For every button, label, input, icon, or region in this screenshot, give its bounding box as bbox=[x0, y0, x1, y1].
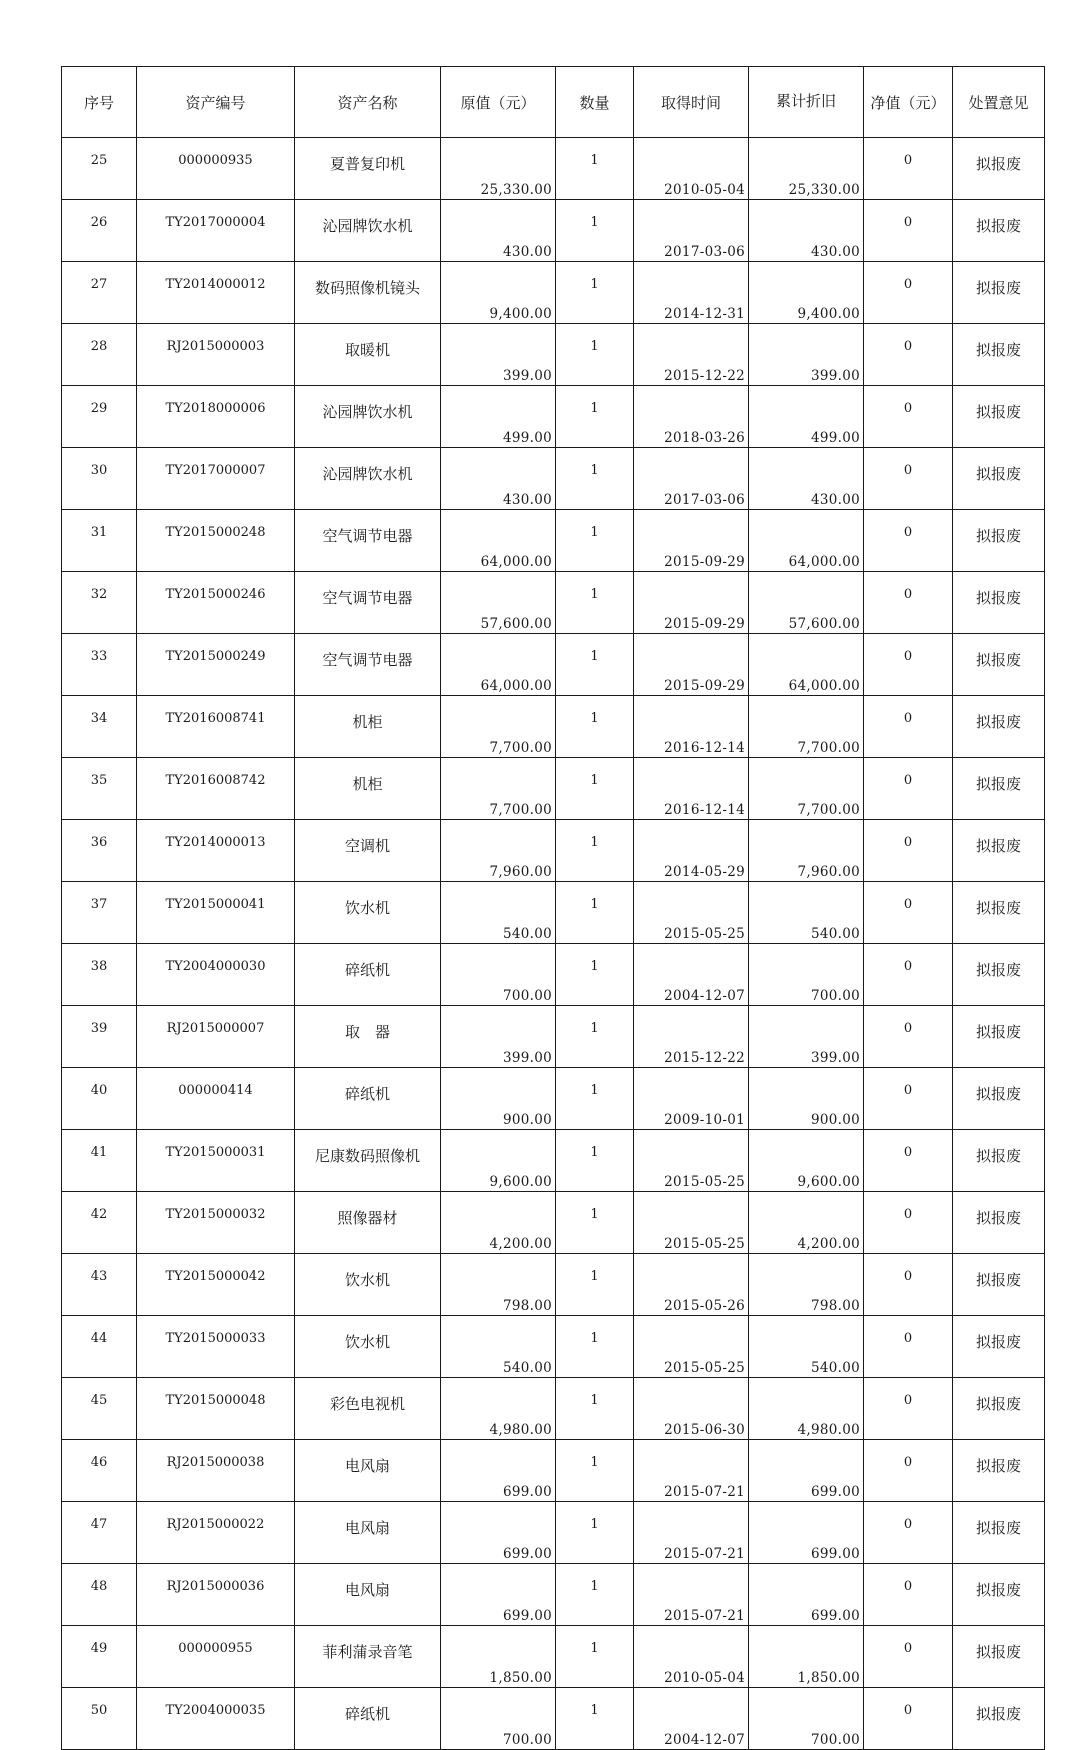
table-row bbox=[62, 324, 1045, 386]
cell-acquired-date: 2017-03-06 bbox=[634, 200, 749, 262]
cell-original-value: 9,400.00 bbox=[441, 262, 556, 324]
cell-quantity: 1 bbox=[556, 386, 634, 448]
cell-seq: 25 bbox=[62, 138, 137, 200]
cell-seq: 32 bbox=[62, 572, 137, 634]
cell-depreciation: 399.00 bbox=[749, 324, 864, 386]
table-row bbox=[62, 1254, 1045, 1316]
cell-net-value: 0 bbox=[864, 262, 953, 324]
cell-asset-no: TY2015000033 bbox=[137, 1316, 295, 1378]
cell-asset-no: TY2015000042 bbox=[137, 1254, 295, 1316]
cell-depreciation: 540.00 bbox=[749, 882, 864, 944]
cell-disposal: 拟报废 bbox=[953, 634, 1045, 696]
cell-quantity: 1 bbox=[556, 820, 634, 882]
cell-depreciation: 540.00 bbox=[749, 1316, 864, 1378]
cell-seq: 47 bbox=[62, 1502, 137, 1564]
cell-net-value: 0 bbox=[864, 696, 953, 758]
cell-acquired-date: 2015-07-21 bbox=[634, 1564, 749, 1626]
cell-asset-no: TY2017000007 bbox=[137, 448, 295, 510]
cell-net-value: 0 bbox=[864, 882, 953, 944]
cell-seq: 37 bbox=[62, 882, 137, 944]
cell-depreciation: 9,600.00 bbox=[749, 1130, 864, 1192]
cell-disposal: 拟报废 bbox=[953, 510, 1045, 572]
cell-depreciation: 4,980.00 bbox=[749, 1378, 864, 1440]
cell-acquired-date: 2015-09-29 bbox=[634, 634, 749, 696]
cell-acquired-date: 2017-03-06 bbox=[634, 448, 749, 510]
cell-disposal: 拟报废 bbox=[953, 696, 1045, 758]
table-row bbox=[62, 262, 1045, 324]
cell-asset-no: RJ2015000022 bbox=[137, 1502, 295, 1564]
cell-asset-name: 碎纸机 bbox=[295, 944, 441, 1006]
cell-depreciation: 700.00 bbox=[749, 1688, 864, 1750]
cell-acquired-date: 2015-06-30 bbox=[634, 1378, 749, 1440]
cell-depreciation: 7,700.00 bbox=[749, 758, 864, 820]
cell-asset-no: RJ2015000003 bbox=[137, 324, 295, 386]
cell-asset-name: 彩色电视机 bbox=[295, 1378, 441, 1440]
cell-asset-no: TY2015000031 bbox=[137, 1130, 295, 1192]
cell-asset-name: 饮水机 bbox=[295, 882, 441, 944]
cell-original-value: 64,000.00 bbox=[441, 510, 556, 572]
cell-original-value: 430.00 bbox=[441, 448, 556, 510]
cell-depreciation: 7,700.00 bbox=[749, 696, 864, 758]
cell-acquired-date: 2016-12-14 bbox=[634, 696, 749, 758]
header-asset-no: 资产编号 bbox=[137, 67, 295, 138]
table-row bbox=[62, 448, 1045, 510]
cell-net-value: 0 bbox=[864, 1254, 953, 1316]
cell-depreciation: 430.00 bbox=[749, 448, 864, 510]
cell-original-value: 7,700.00 bbox=[441, 758, 556, 820]
cell-asset-name: 菲利蒲录音笔 bbox=[295, 1626, 441, 1688]
cell-net-value: 0 bbox=[864, 1006, 953, 1068]
cell-seq: 35 bbox=[62, 758, 137, 820]
cell-acquired-date: 2015-09-29 bbox=[634, 572, 749, 634]
cell-seq: 28 bbox=[62, 324, 137, 386]
cell-quantity: 1 bbox=[556, 1192, 634, 1254]
cell-asset-no: TY2015000248 bbox=[137, 510, 295, 572]
cell-asset-name: 取暖机 bbox=[295, 324, 441, 386]
cell-seq: 40 bbox=[62, 1068, 137, 1130]
cell-depreciation: 699.00 bbox=[749, 1440, 864, 1502]
cell-asset-no: TY2014000012 bbox=[137, 262, 295, 324]
cell-disposal: 拟报废 bbox=[953, 1440, 1045, 1502]
cell-asset-no: TY2015000041 bbox=[137, 882, 295, 944]
header-depreciation: 累计折旧 bbox=[749, 67, 864, 138]
cell-net-value: 0 bbox=[864, 386, 953, 448]
cell-net-value: 0 bbox=[864, 634, 953, 696]
cell-acquired-date: 2015-05-25 bbox=[634, 1192, 749, 1254]
cell-acquired-date: 2015-05-25 bbox=[634, 1130, 749, 1192]
cell-original-value: 4,200.00 bbox=[441, 1192, 556, 1254]
cell-net-value: 0 bbox=[864, 820, 953, 882]
table-row bbox=[62, 138, 1045, 200]
cell-asset-name: 照像器材 bbox=[295, 1192, 441, 1254]
cell-asset-no: RJ2015000007 bbox=[137, 1006, 295, 1068]
cell-depreciation: 700.00 bbox=[749, 944, 864, 1006]
cell-quantity: 1 bbox=[556, 1130, 634, 1192]
cell-original-value: 699.00 bbox=[441, 1564, 556, 1626]
table-row bbox=[62, 1626, 1045, 1688]
cell-depreciation: 64,000.00 bbox=[749, 510, 864, 572]
cell-disposal: 拟报废 bbox=[953, 324, 1045, 386]
cell-asset-no: TY2016008742 bbox=[137, 758, 295, 820]
cell-asset-name: 电风扇 bbox=[295, 1564, 441, 1626]
cell-acquired-date: 2015-05-26 bbox=[634, 1254, 749, 1316]
cell-asset-name: 电风扇 bbox=[295, 1502, 441, 1564]
cell-original-value: 430.00 bbox=[441, 200, 556, 262]
cell-asset-name: 碎纸机 bbox=[295, 1688, 441, 1750]
cell-net-value: 0 bbox=[864, 448, 953, 510]
cell-asset-name: 沁园牌饮水机 bbox=[295, 386, 441, 448]
table-row bbox=[62, 634, 1045, 696]
cell-quantity: 1 bbox=[556, 1626, 634, 1688]
cell-net-value: 0 bbox=[864, 1068, 953, 1130]
cell-seq: 31 bbox=[62, 510, 137, 572]
table-row bbox=[62, 572, 1045, 634]
cell-seq: 34 bbox=[62, 696, 137, 758]
cell-original-value: 540.00 bbox=[441, 1316, 556, 1378]
cell-acquired-date: 2015-12-22 bbox=[634, 324, 749, 386]
cell-acquired-date: 2014-12-31 bbox=[634, 262, 749, 324]
cell-acquired-date: 2016-12-14 bbox=[634, 758, 749, 820]
cell-net-value: 0 bbox=[864, 1626, 953, 1688]
cell-quantity: 1 bbox=[556, 1316, 634, 1378]
cell-disposal: 拟报废 bbox=[953, 882, 1045, 944]
cell-disposal: 拟报废 bbox=[953, 1192, 1045, 1254]
header-original-value: 原值（元） bbox=[441, 67, 556, 138]
cell-quantity: 1 bbox=[556, 572, 634, 634]
cell-net-value: 0 bbox=[864, 758, 953, 820]
cell-asset-name: 沁园牌饮水机 bbox=[295, 448, 441, 510]
cell-original-value: 699.00 bbox=[441, 1502, 556, 1564]
cell-original-value: 4,980.00 bbox=[441, 1378, 556, 1440]
cell-acquired-date: 2015-12-22 bbox=[634, 1006, 749, 1068]
cell-original-value: 399.00 bbox=[441, 1006, 556, 1068]
cell-asset-no: TY2015000048 bbox=[137, 1378, 295, 1440]
cell-net-value: 0 bbox=[864, 1316, 953, 1378]
cell-depreciation: 699.00 bbox=[749, 1502, 864, 1564]
cell-seq: 26 bbox=[62, 200, 137, 262]
cell-net-value: 0 bbox=[864, 1502, 953, 1564]
cell-original-value: 57,600.00 bbox=[441, 572, 556, 634]
cell-disposal: 拟报废 bbox=[953, 944, 1045, 1006]
cell-seq: 46 bbox=[62, 1440, 137, 1502]
cell-original-value: 699.00 bbox=[441, 1440, 556, 1502]
cell-acquired-date: 2015-07-21 bbox=[634, 1440, 749, 1502]
cell-asset-name: 饮水机 bbox=[295, 1254, 441, 1316]
cell-asset-name: 夏普复印机 bbox=[295, 138, 441, 200]
cell-original-value: 64,000.00 bbox=[441, 634, 556, 696]
cell-acquired-date: 2015-05-25 bbox=[634, 1316, 749, 1378]
cell-net-value: 0 bbox=[864, 138, 953, 200]
cell-asset-name: 饮水机 bbox=[295, 1316, 441, 1378]
table-row bbox=[62, 1130, 1045, 1192]
table-row bbox=[62, 696, 1045, 758]
cell-acquired-date: 2010-05-04 bbox=[634, 138, 749, 200]
cell-acquired-date: 2015-09-29 bbox=[634, 510, 749, 572]
header-asset-name: 资产名称 bbox=[295, 67, 441, 138]
cell-asset-name: 空气调节电器 bbox=[295, 634, 441, 696]
cell-quantity: 1 bbox=[556, 1502, 634, 1564]
cell-net-value: 0 bbox=[864, 944, 953, 1006]
cell-seq: 41 bbox=[62, 1130, 137, 1192]
cell-quantity: 1 bbox=[556, 138, 634, 200]
cell-disposal: 拟报废 bbox=[953, 262, 1045, 324]
cell-acquired-date: 2015-07-21 bbox=[634, 1502, 749, 1564]
cell-net-value: 0 bbox=[864, 1440, 953, 1502]
cell-disposal: 拟报废 bbox=[953, 1130, 1045, 1192]
cell-original-value: 7,960.00 bbox=[441, 820, 556, 882]
cell-quantity: 1 bbox=[556, 1068, 634, 1130]
cell-disposal: 拟报废 bbox=[953, 200, 1045, 262]
cell-seq: 39 bbox=[62, 1006, 137, 1068]
cell-depreciation: 430.00 bbox=[749, 200, 864, 262]
cell-disposal: 拟报废 bbox=[953, 1378, 1045, 1440]
cell-quantity: 1 bbox=[556, 324, 634, 386]
cell-quantity: 1 bbox=[556, 200, 634, 262]
cell-quantity: 1 bbox=[556, 944, 634, 1006]
cell-net-value: 0 bbox=[864, 510, 953, 572]
cell-asset-no: TY2017000004 bbox=[137, 200, 295, 262]
cell-disposal: 拟报废 bbox=[953, 572, 1045, 634]
table-row bbox=[62, 1316, 1045, 1378]
cell-asset-no: TY2004000035 bbox=[137, 1688, 295, 1750]
cell-seq: 33 bbox=[62, 634, 137, 696]
cell-net-value: 0 bbox=[864, 1192, 953, 1254]
cell-disposal: 拟报废 bbox=[953, 448, 1045, 510]
cell-asset-name: 空气调节电器 bbox=[295, 572, 441, 634]
cell-net-value: 0 bbox=[864, 1378, 953, 1440]
cell-acquired-date: 2014-05-29 bbox=[634, 820, 749, 882]
cell-disposal: 拟报废 bbox=[953, 1688, 1045, 1750]
cell-original-value: 700.00 bbox=[441, 944, 556, 1006]
cell-asset-no: TY2004000030 bbox=[137, 944, 295, 1006]
cell-asset-no: 000000414 bbox=[137, 1068, 295, 1130]
cell-asset-name: 取 器 bbox=[295, 1006, 441, 1068]
table-row bbox=[62, 1192, 1045, 1254]
cell-quantity: 1 bbox=[556, 1440, 634, 1502]
cell-net-value: 0 bbox=[864, 572, 953, 634]
cell-asset-no: TY2014000013 bbox=[137, 820, 295, 882]
cell-net-value: 0 bbox=[864, 1688, 953, 1750]
table-row bbox=[62, 820, 1045, 882]
table-row bbox=[62, 386, 1045, 448]
cell-disposal: 拟报废 bbox=[953, 1068, 1045, 1130]
header-seq: 序号 bbox=[62, 67, 137, 138]
table-row bbox=[62, 1378, 1045, 1440]
cell-seq: 45 bbox=[62, 1378, 137, 1440]
cell-quantity: 1 bbox=[556, 1254, 634, 1316]
cell-disposal: 拟报废 bbox=[953, 1006, 1045, 1068]
cell-quantity: 1 bbox=[556, 448, 634, 510]
table-row bbox=[62, 944, 1045, 1006]
cell-asset-name: 空调机 bbox=[295, 820, 441, 882]
cell-depreciation: 4,200.00 bbox=[749, 1192, 864, 1254]
cell-asset-no: RJ2015000036 bbox=[137, 1564, 295, 1626]
cell-asset-no: TY2015000246 bbox=[137, 572, 295, 634]
table-row bbox=[62, 1502, 1045, 1564]
cell-asset-name: 尼康数码照像机 bbox=[295, 1130, 441, 1192]
cell-depreciation: 699.00 bbox=[749, 1564, 864, 1626]
cell-quantity: 1 bbox=[556, 882, 634, 944]
cell-original-value: 399.00 bbox=[441, 324, 556, 386]
cell-seq: 50 bbox=[62, 1688, 137, 1750]
cell-depreciation: 900.00 bbox=[749, 1068, 864, 1130]
cell-original-value: 1,850.00 bbox=[441, 1626, 556, 1688]
cell-disposal: 拟报废 bbox=[953, 138, 1045, 200]
cell-original-value: 900.00 bbox=[441, 1068, 556, 1130]
cell-asset-no: TY2016008741 bbox=[137, 696, 295, 758]
cell-depreciation: 25,330.00 bbox=[749, 138, 864, 200]
cell-disposal: 拟报废 bbox=[953, 1502, 1045, 1564]
table-row bbox=[62, 758, 1045, 820]
table-row bbox=[62, 1564, 1045, 1626]
cell-depreciation: 798.00 bbox=[749, 1254, 864, 1316]
table-row bbox=[62, 510, 1045, 572]
cell-net-value: 0 bbox=[864, 1130, 953, 1192]
header-row bbox=[62, 67, 1045, 138]
cell-acquired-date: 2004-12-07 bbox=[634, 944, 749, 1006]
cell-acquired-date: 2004-12-07 bbox=[634, 1688, 749, 1750]
cell-asset-no: TY2018000006 bbox=[137, 386, 295, 448]
cell-disposal: 拟报废 bbox=[953, 758, 1045, 820]
cell-net-value: 0 bbox=[864, 324, 953, 386]
cell-quantity: 1 bbox=[556, 262, 634, 324]
cell-original-value: 700.00 bbox=[441, 1688, 556, 1750]
cell-asset-name: 电风扇 bbox=[295, 1440, 441, 1502]
cell-depreciation: 9,400.00 bbox=[749, 262, 864, 324]
cell-original-value: 499.00 bbox=[441, 386, 556, 448]
cell-depreciation: 399.00 bbox=[749, 1006, 864, 1068]
cell-seq: 27 bbox=[62, 262, 137, 324]
cell-quantity: 1 bbox=[556, 696, 634, 758]
cell-disposal: 拟报废 bbox=[953, 1316, 1045, 1378]
header-quantity: 数量 bbox=[556, 67, 634, 138]
asset-disposal-table bbox=[61, 66, 1045, 1750]
cell-acquired-date: 2009-10-01 bbox=[634, 1068, 749, 1130]
cell-asset-name: 机柜 bbox=[295, 758, 441, 820]
cell-asset-no: TY2015000249 bbox=[137, 634, 295, 696]
cell-disposal: 拟报废 bbox=[953, 1564, 1045, 1626]
cell-depreciation: 1,850.00 bbox=[749, 1626, 864, 1688]
cell-asset-no: 000000935 bbox=[137, 138, 295, 200]
cell-seq: 44 bbox=[62, 1316, 137, 1378]
cell-disposal: 拟报废 bbox=[953, 820, 1045, 882]
cell-depreciation: 7,960.00 bbox=[749, 820, 864, 882]
cell-quantity: 1 bbox=[556, 758, 634, 820]
cell-quantity: 1 bbox=[556, 1378, 634, 1440]
cell-quantity: 1 bbox=[556, 510, 634, 572]
cell-asset-name: 碎纸机 bbox=[295, 1068, 441, 1130]
cell-seq: 43 bbox=[62, 1254, 137, 1316]
cell-asset-name: 数码照像机镜头 bbox=[295, 262, 441, 324]
cell-disposal: 拟报废 bbox=[953, 386, 1045, 448]
cell-net-value: 0 bbox=[864, 200, 953, 262]
cell-quantity: 1 bbox=[556, 1564, 634, 1626]
cell-depreciation: 64,000.00 bbox=[749, 634, 864, 696]
cell-acquired-date: 2010-05-04 bbox=[634, 1626, 749, 1688]
header-net-value: 净值（元） bbox=[864, 67, 953, 138]
table-row bbox=[62, 1068, 1045, 1130]
cell-disposal: 拟报废 bbox=[953, 1626, 1045, 1688]
cell-seq: 42 bbox=[62, 1192, 137, 1254]
table-row bbox=[62, 200, 1045, 262]
cell-quantity: 1 bbox=[556, 634, 634, 696]
cell-asset-no: TY2015000032 bbox=[137, 1192, 295, 1254]
cell-asset-name: 空气调节电器 bbox=[295, 510, 441, 572]
table-row bbox=[62, 1006, 1045, 1068]
cell-original-value: 7,700.00 bbox=[441, 696, 556, 758]
cell-net-value: 0 bbox=[864, 1564, 953, 1626]
cell-original-value: 798.00 bbox=[441, 1254, 556, 1316]
cell-original-value: 540.00 bbox=[441, 882, 556, 944]
cell-asset-name: 沁园牌饮水机 bbox=[295, 200, 441, 262]
cell-seq: 29 bbox=[62, 386, 137, 448]
header-disposal: 处置意见 bbox=[953, 67, 1045, 138]
cell-seq: 38 bbox=[62, 944, 137, 1006]
cell-asset-no: RJ2015000038 bbox=[137, 1440, 295, 1502]
cell-seq: 30 bbox=[62, 448, 137, 510]
cell-quantity: 1 bbox=[556, 1688, 634, 1750]
cell-original-value: 9,600.00 bbox=[441, 1130, 556, 1192]
cell-quantity: 1 bbox=[556, 1006, 634, 1068]
cell-depreciation: 499.00 bbox=[749, 386, 864, 448]
cell-asset-no: 000000955 bbox=[137, 1626, 295, 1688]
cell-seq: 48 bbox=[62, 1564, 137, 1626]
cell-disposal: 拟报废 bbox=[953, 1254, 1045, 1316]
table-row bbox=[62, 1440, 1045, 1502]
cell-seq: 36 bbox=[62, 820, 137, 882]
table-row bbox=[62, 1688, 1045, 1750]
cell-acquired-date: 2015-05-25 bbox=[634, 882, 749, 944]
table-row bbox=[62, 882, 1045, 944]
cell-original-value: 25,330.00 bbox=[441, 138, 556, 200]
cell-depreciation: 57,600.00 bbox=[749, 572, 864, 634]
cell-asset-name: 机柜 bbox=[295, 696, 441, 758]
cell-acquired-date: 2018-03-26 bbox=[634, 386, 749, 448]
cell-seq: 49 bbox=[62, 1626, 137, 1688]
header-acquired-date: 取得时间 bbox=[634, 67, 749, 138]
